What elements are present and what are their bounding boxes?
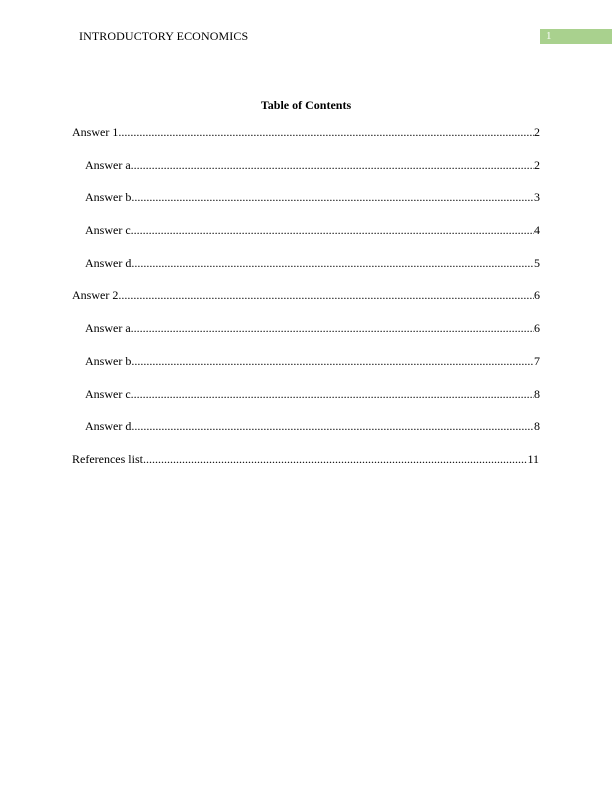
- toc-entry-page: 2: [534, 125, 540, 139]
- toc-dot-leader: [118, 125, 534, 139]
- toc-dot-leader: [131, 256, 534, 270]
- toc-entry-label: References list: [72, 451, 143, 466]
- toc-entry-label: Answer b: [85, 190, 132, 205]
- toc-entry-answer-2[interactable]: [72, 288, 540, 321]
- toc-entry-answer-1a[interactable]: [72, 158, 540, 191]
- toc-entry-page: 8: [534, 386, 540, 401]
- toc-entry-answer-2c[interactable]: [72, 387, 540, 420]
- toc-entry-page: 4: [534, 223, 540, 238]
- toc-entry-answer-2b[interactable]: [72, 354, 540, 387]
- toc-entry-page: 6: [534, 288, 540, 303]
- toc-entry-answer-1[interactable]: [72, 125, 540, 158]
- toc-entry-references-list[interactable]: [72, 452, 540, 485]
- toc-dot-leader: [118, 288, 534, 302]
- toc-entry-page: 5: [534, 255, 540, 270]
- toc-dot-leader: [131, 321, 534, 335]
- toc-entry-label: Answer c: [85, 223, 131, 238]
- toc-dot-leader: [131, 354, 534, 368]
- toc-dot-leader: [131, 419, 534, 433]
- toc-dot-leader: [131, 387, 534, 401]
- toc-entry-page: 7: [534, 353, 540, 368]
- toc-entry-answer-1c[interactable]: [72, 223, 540, 256]
- toc-entry-label: Answer 1: [72, 125, 119, 139]
- toc-entry-label: Answer c: [85, 386, 131, 401]
- toc-entry-label: Answer b: [85, 353, 132, 368]
- toc-heading: Table of Contents: [260, 98, 352, 112]
- toc-dot-leader: [143, 452, 527, 466]
- toc-entry-answer-2d[interactable]: [72, 419, 540, 452]
- toc-dot-leader: [131, 158, 534, 172]
- toc-entry-answer-2a[interactable]: [72, 321, 540, 354]
- page-number-badge: 1: [540, 29, 612, 44]
- toc-entry-label: Answer d: [85, 255, 132, 270]
- toc-entry-label: Answer 2: [72, 288, 119, 303]
- toc-entry-page: 3: [534, 190, 540, 205]
- toc-entry-page: 6: [534, 321, 540, 336]
- toc-entry-label: Answer a: [85, 157, 131, 172]
- toc-entry-label: Answer d: [85, 419, 132, 434]
- toc-entry-answer-1d[interactable]: [72, 256, 540, 289]
- toc-entry-label: Answer a: [85, 321, 131, 336]
- toc-entry-page: 8: [534, 419, 540, 434]
- table-of-contents: [72, 125, 540, 485]
- running-header-title: INTRODUCTORY ECONOMICS: [79, 29, 249, 43]
- toc-dot-leader: [131, 223, 534, 237]
- toc-entry-page: 11: [527, 451, 539, 466]
- toc-dot-leader: [131, 190, 534, 204]
- toc-entry-answer-1b[interactable]: [72, 190, 540, 223]
- toc-entry-page: 2: [534, 157, 540, 172]
